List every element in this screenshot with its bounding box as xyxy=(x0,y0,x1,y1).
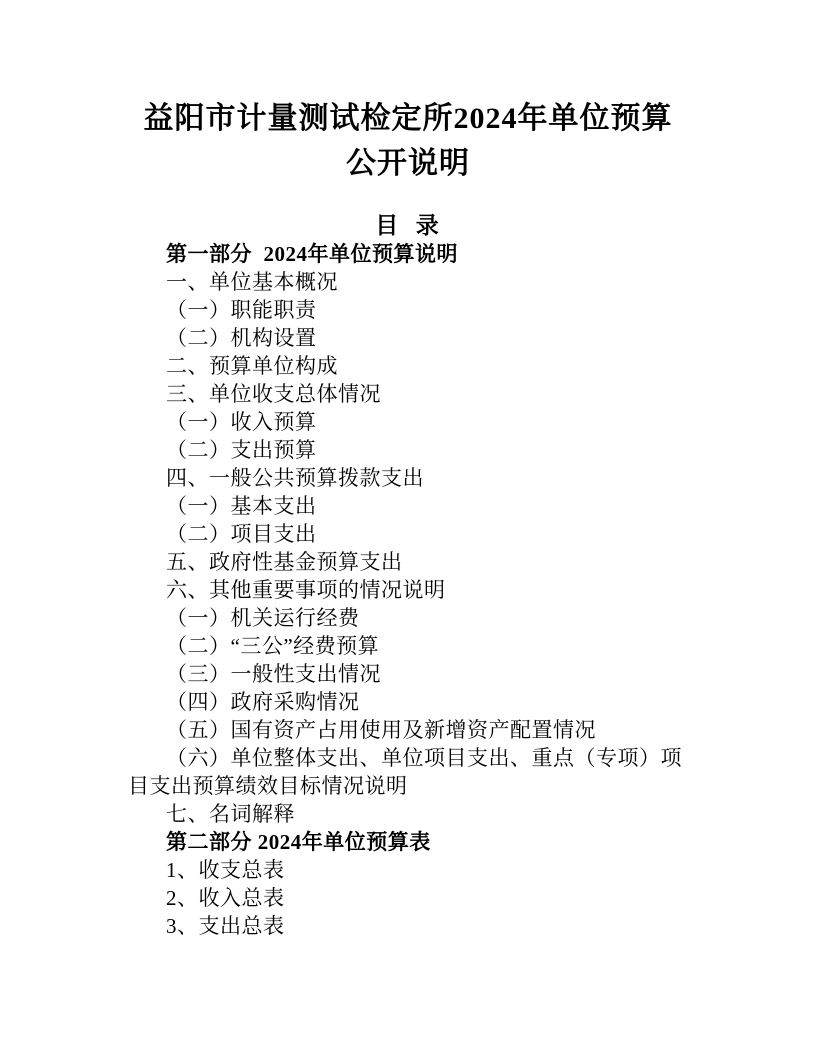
toc-item: 2、收入总表 xyxy=(166,886,285,910)
toc-item: （四）政府采购情况 xyxy=(166,690,360,714)
toc-item: （五）国有资产占用使用及新增资产配置情况 xyxy=(166,718,596,742)
toc-part-1-heading: 第一部分 2024年单位预算说明 xyxy=(166,242,458,266)
toc-item: （二）机构设置 xyxy=(166,326,317,350)
toc-item: 七、名词解释 xyxy=(166,802,295,826)
toc-heading: 目 录 xyxy=(375,213,441,238)
toc-part-1 xyxy=(128,240,688,828)
document-title-line-1: 益阳市计量测试检定所2024年单位预算 xyxy=(143,102,673,135)
document-title xyxy=(128,96,688,186)
toc-item: （一）职能职责 xyxy=(166,298,317,322)
toc-item: 二、预算单位构成 xyxy=(166,354,338,378)
toc-part-2 xyxy=(128,828,688,940)
toc-item: （二）支出预算 xyxy=(166,438,317,462)
toc-part-2-heading: 第二部分 2024年单位预算表 xyxy=(166,830,431,854)
toc-item: （一）收入预算 xyxy=(166,410,317,434)
toc-item: 一、单位基本概况 xyxy=(166,270,338,294)
toc-item: （一）基本支出 xyxy=(166,494,317,518)
toc-item: （三）一般性支出情况 xyxy=(166,662,381,686)
toc-item: （一）机关运行经费 xyxy=(166,606,360,630)
toc-item: （二）“三公”经费预算 xyxy=(166,634,380,658)
toc-item: 三、单位收支总体情况 xyxy=(166,382,381,406)
toc-part-2-items xyxy=(128,856,688,940)
toc-item: 3、支出总表 xyxy=(166,914,285,938)
toc-item: （二）项目支出 xyxy=(166,522,317,546)
document-title-line-2: 公开说明 xyxy=(346,147,470,180)
toc-item: （六）单位整体支出、单位项目支出、重点（专项）项目支出预算绩效目标情况说明 xyxy=(128,746,682,798)
toc-item: 四、一般公共预算拨款支出 xyxy=(166,466,424,490)
toc-item: 五、政府性基金预算支出 xyxy=(166,550,403,574)
toc-item: 1、收支总表 xyxy=(166,858,285,882)
toc-part-1-items xyxy=(128,268,688,828)
toc-item: 六、其他重要事项的情况说明 xyxy=(166,578,446,602)
